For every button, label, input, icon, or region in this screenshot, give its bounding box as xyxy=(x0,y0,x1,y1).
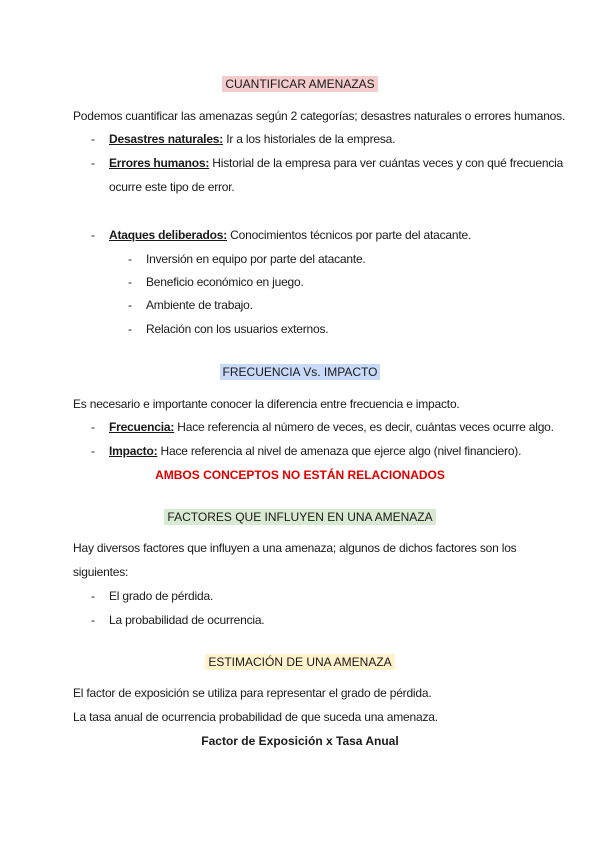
paragraph-intro: Es necesario e importante conocer la diferencia entre frecuencia e impacto. xyxy=(73,397,460,411)
item-text: La probabilidad de ocurrencia. xyxy=(109,613,265,627)
definition: Conocimientos técnicos por parte del atacante. xyxy=(227,228,472,242)
sub-item-text: Beneficio económico en juego. xyxy=(146,275,304,289)
definition-cont: ocurre este tipo de error. xyxy=(109,180,235,194)
dash: - xyxy=(91,420,95,434)
definition: Hace referencia al nivel de amenaza que ejerce algo (nivel financiero). xyxy=(157,444,522,458)
term: Impacto: xyxy=(109,444,158,458)
dash: - xyxy=(128,275,132,289)
term: Desastres naturales: xyxy=(109,132,224,146)
definition: Hace referencia al número de veces, es decir, cuántas veces ocurre algo. xyxy=(174,420,554,434)
heading-text: CUANTIFICAR AMENAZAS xyxy=(222,76,377,92)
dash: - xyxy=(91,444,95,458)
sub-item-text: Ambiente de trabajo. xyxy=(146,298,253,312)
dash: - xyxy=(128,252,132,266)
sub-item-text: Relación con los usuarios externos. xyxy=(146,322,329,336)
paragraph-intro: Hay diversos factores que influyen a una amenaza; algunos de dichos factores son los xyxy=(73,541,517,555)
heading-estimacion xyxy=(0,654,600,670)
heading-text: FRECUENCIA Vs. IMPACTO xyxy=(220,364,381,380)
alert-note: AMBOS CONCEPTOS NO ESTÁN RELACIONADOS xyxy=(155,468,445,482)
dash: - xyxy=(91,228,95,242)
definition: Historial de la empresa para ver cuántas veces y con qué frecuencia xyxy=(209,156,564,170)
dash: - xyxy=(128,298,132,312)
heading-text: ESTIMACIÓN DE UNA AMENAZA xyxy=(205,654,394,670)
heading-factores xyxy=(0,509,600,525)
dash: - xyxy=(91,613,95,627)
dash: - xyxy=(91,589,95,603)
dash: - xyxy=(91,156,95,170)
formula: Factor de Exposición x Tasa Anual xyxy=(201,734,399,748)
paragraph-intro: Podemos cuantificar las amenazas según 2 categorías; desastres naturales o errores humanos. xyxy=(73,109,566,123)
heading-cuantificar xyxy=(0,76,600,92)
definition: Ir a los historiales de la empresa. xyxy=(223,132,396,146)
term: Frecuencia: xyxy=(109,420,175,434)
dash: - xyxy=(91,132,95,146)
term: Errores humanos: xyxy=(109,156,210,170)
heading-text: FACTORES QUE INFLUYEN EN UNA AMENAZA xyxy=(164,509,435,525)
heading-frecuencia xyxy=(0,364,600,380)
paragraph-line: El factor de exposición se utiliza para representar el grado de pérdida. xyxy=(73,686,432,700)
item-text: El grado de pérdida. xyxy=(109,589,214,603)
paragraph-line: La tasa anual de ocurrencia probabilidad de que suceda una amenaza. xyxy=(73,710,438,724)
paragraph-intro-cont: siguientes: xyxy=(73,565,129,579)
dash: - xyxy=(128,322,132,336)
sub-item-text: Inversión en equipo por parte del atacante. xyxy=(146,252,366,266)
term: Ataques deliberados: xyxy=(109,228,228,242)
